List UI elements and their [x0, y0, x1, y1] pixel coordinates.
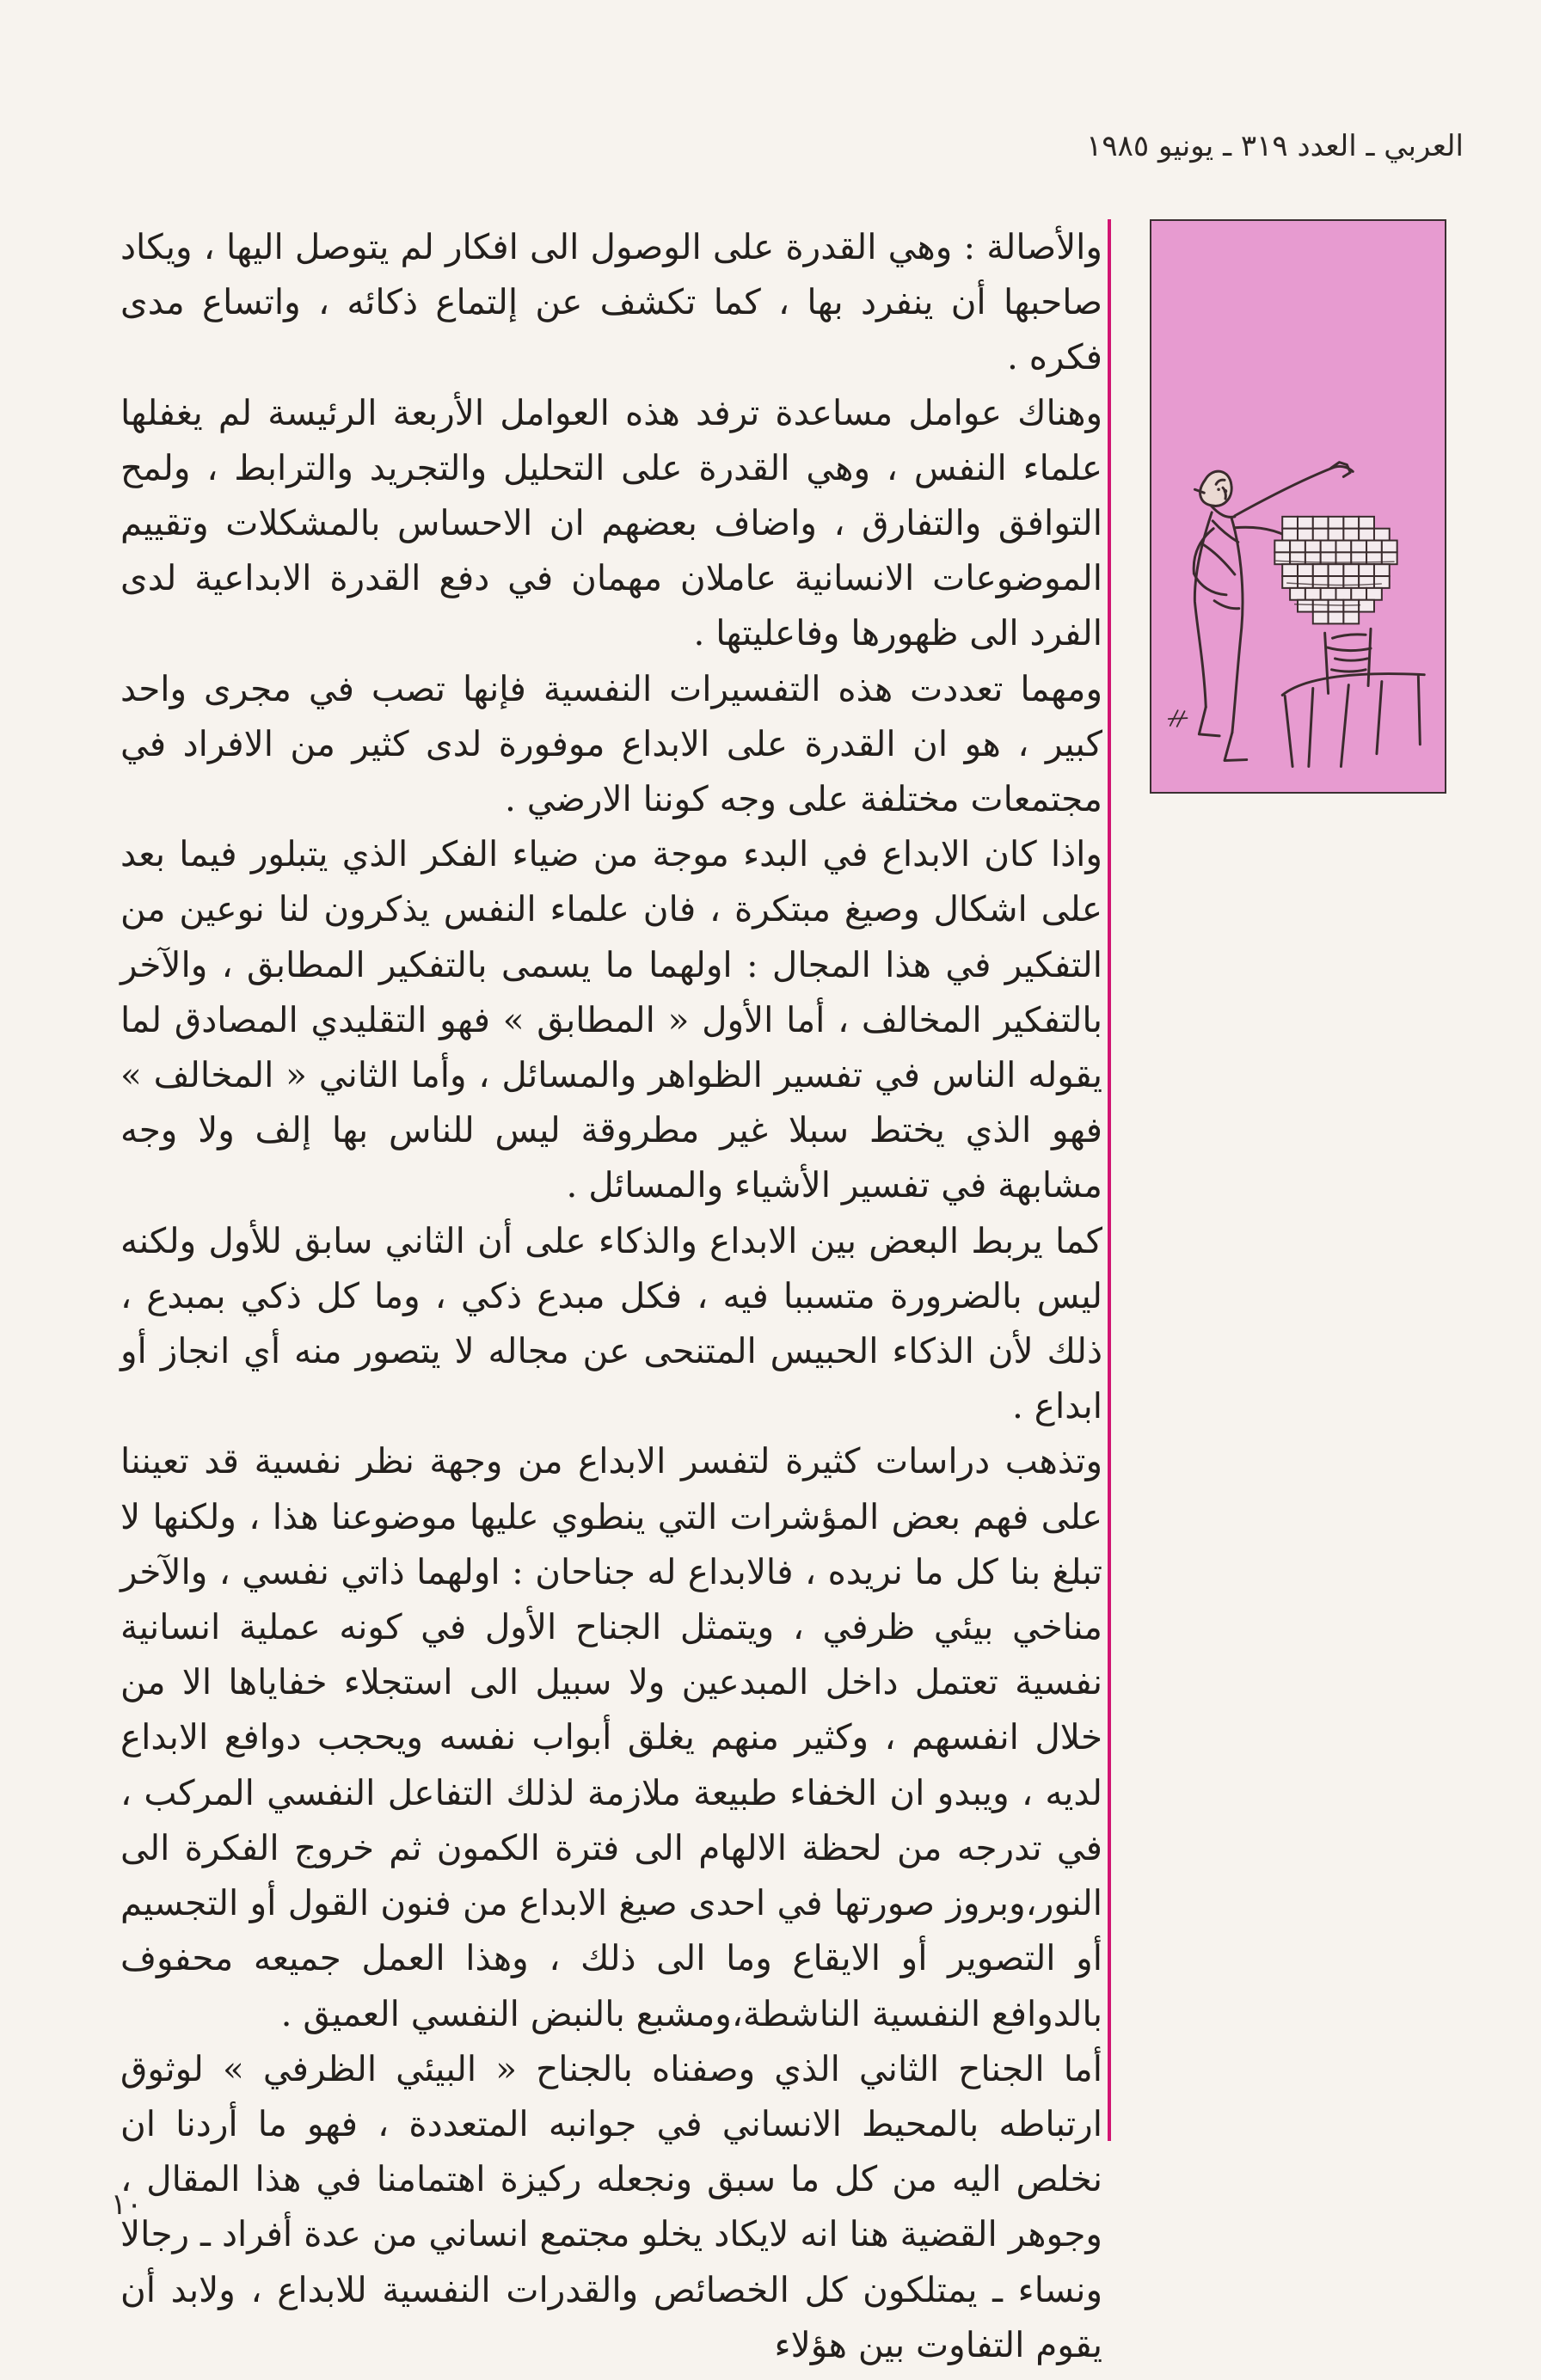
- article-paragraph-2: وهناك عوامل مساعدة ترفد هذه العوامل الأربعة الرئيسة لم يغفلها علماء النفس ، وهي القدرة على التحليل والتجريد والترابط ، ولمح التوافق والتفارق ، واضاف بعضهم ان الاحساس بالمشكلات وتقييم الموضوعات الانسانية عاملان مهمان في دفع القدرة الابداعية لدى الفرد الى ظهورها وفاعليتها .: [120, 391, 1102, 654]
- article-paragraph-7: أما الجناح الثاني الذي وصفناه بالجناح « البيئي الظرفي » لوثوق ارتباطه بالمحيط الانساني في جوانبه المتعددة ، فهو ما أردنا ان نخلص اليه من كل ما سبق ونجعله ركيزة اهتمامنا في هذا المقال ، وجوهر القضية هنا انه لايكاد يخلو مجتمع انساني من عدة أفراد ـ رجالا ونساء ـ يمتلكون كل الخصائص والقدرات النفسية للابداع ، ولابد أن يقوم التفاوت بين هؤلاء: [120, 2047, 1102, 2365]
- article-paragraph-6: وتذهب دراسات كثيرة لتفسر الابداع من وجهة نظر نفسية قد تعيننا على فهم بعض المؤشرات التي ينطوي عليها موضوعنا هذا ، ولكنها لا تبلغ بنا كل ما نريده ، فالابداع له جناحان : اولهما ذاتي نفسي ، والآخر مناخي بيئي ظرفي ، ويتمثل الجناح الأول في كونه عملية انسانية نفسية تعتمل داخل المبدعين ولا سبيل الى استجلاء خفاياها الا من خلال انفسهم ، وكثير منهم يغلق أبواب نفسه ويحجب دوافع الابداع لديه ، ويبدو ان الخفاء طبيعة ملازمة لذلك التفاعل النفسي المركب ، في تدرجه من لحظة الالهام الى فترة الكمون ثم خروج الفكرة الى النور،وبروز صورتها في احدى صيغ الابداع من فنون القول أو التجسيم أو التصوير أو الايقاع وما الى ذلك ، وهذا العمل جميعه محفوف بالدوافع النفسية الناشطة،ومشبع بالنبض النفسي العميق .: [120, 1440, 1102, 2034]
- article-paragraph-4: واذا كان الابداع في البدء موجة من ضياء الفكر الذي يتبلور فيما بعد على اشكال وصيغ مبتكرة ، فان علماء النفس يذكرون لنا نوعين من التفكير في هذا المجال : اولهما ما يسمى بالتفكير المطابق ، والآخر بالتفكير المخالف ، أما الأول « المطابق » فهو التقليدي المصادق لما يقوله الناس في تفسير الظواهر والمسائل ، وأما الثاني « المخالف » فهو الذي يختط سبلا غير مطروقة ليس للناس بها إلف ولا وجه مشابهة في تفسير الأشياء والمسائل .: [120, 833, 1102, 1206]
- illustration-panel: [1150, 219, 1446, 794]
- article-paragraph-5: كما يربط البعض بين الابداع والذكاء على أن الثاني سابق للأول ولكنه ليس بالضرورة متسببا فيه ، فكل مبدع ذكي ، وما كل ذكي بمبدع ، ذلك لأن الذكاء الحبيس المتنحى عن مجاله لا يتصور منه أي انجاز أو ابداع .: [120, 1219, 1102, 1427]
- article-paragraph-1: والأصالة : وهي القدرة على الوصول الى افكار لم يتوصل اليها ، ويكاد صاحبها أن ينفرد بها ، كما تكشف عن إلتماع ذكائه ، واتساع مدى فكره .: [120, 226, 1102, 378]
- column-divider: [1108, 219, 1111, 2141]
- article-paragraph-3: ومهما تعددت هذه التفسيرات النفسية فإنها تصب في مجرى واحد كبير ، هو ان القدرة على الابداع موفورة لدى كثير من الافراد في مجتمعات مختلفة على وجه كوننا الارضي .: [120, 667, 1102, 820]
- running-header: العربي ـ العدد ٣١٩ ـ يونيو ١٩٨٥: [1086, 129, 1464, 163]
- page-number: ١٠: [110, 2187, 143, 2222]
- illustration-drawing: [1151, 221, 1445, 792]
- article-body: [120, 219, 1102, 2365]
- illustration-background: [1151, 223, 1445, 790]
